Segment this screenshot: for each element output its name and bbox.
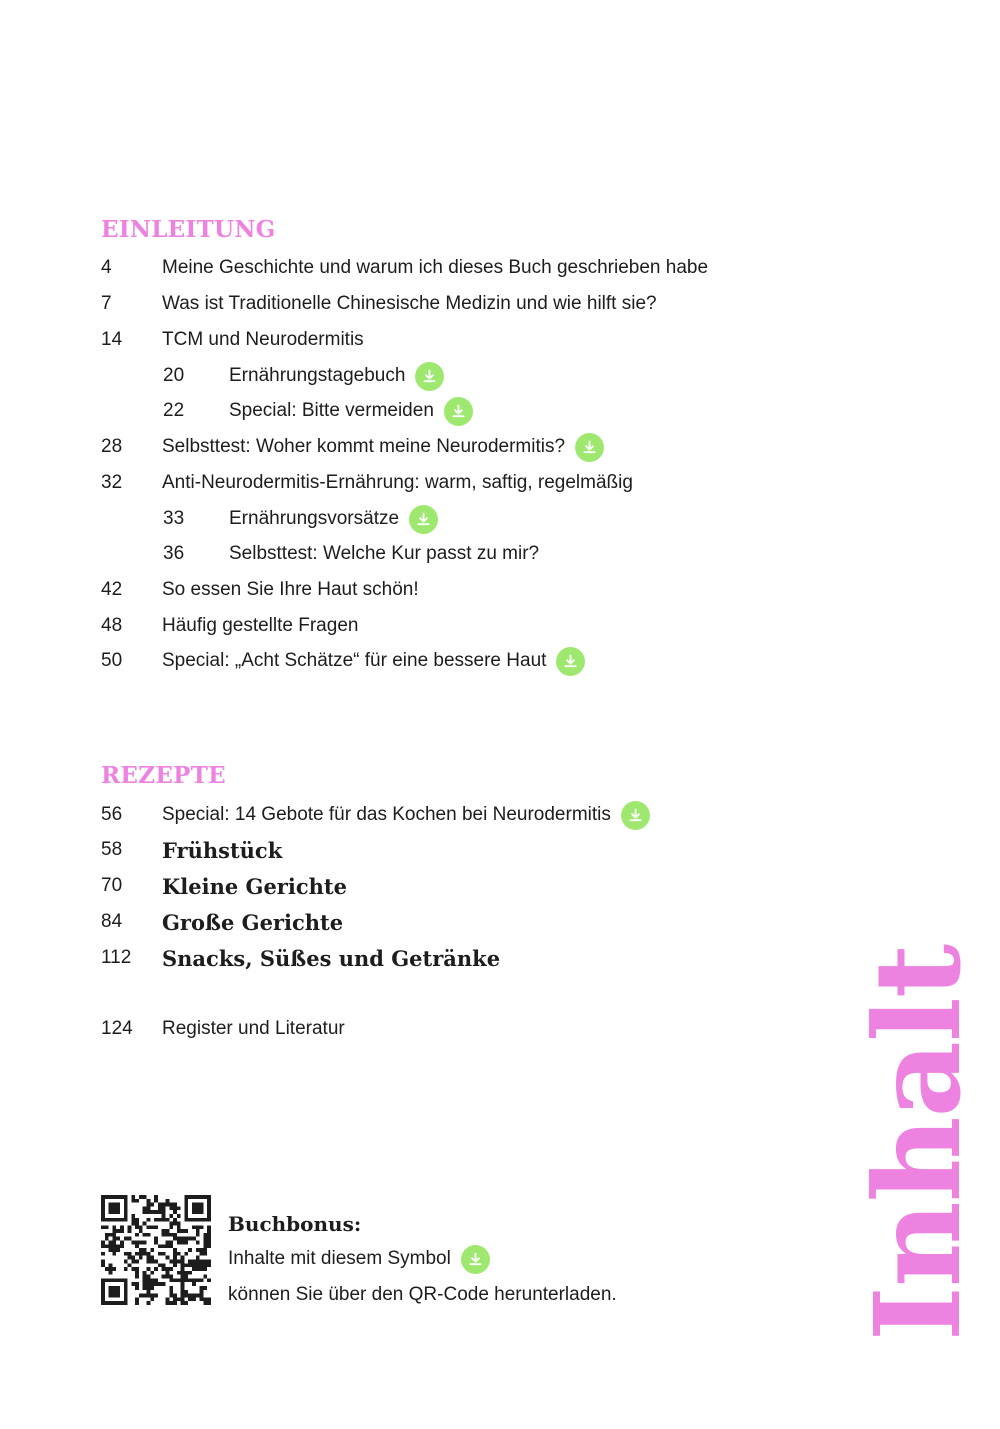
toc-entry[interactable] [163, 539, 539, 569]
page-number: 70 [101, 875, 123, 896]
page-number: 48 [101, 615, 123, 636]
section-heading-recipes: REZEPTE [101, 762, 227, 789]
entry-title: TCM und Neurodermitis [162, 329, 364, 350]
entry-title: Register und Literatur [162, 1018, 345, 1039]
toc-entry[interactable] [101, 289, 657, 319]
page-number: 112 [101, 947, 132, 968]
page-number: 28 [101, 436, 123, 457]
bonus-title: Buchbonus: [228, 1212, 362, 1236]
page-number: 84 [101, 911, 123, 932]
toc-entry[interactable] [101, 871, 347, 901]
toc-entry[interactable] [101, 325, 364, 355]
download-icon [461, 1245, 490, 1274]
entry-title: Special: „Acht Schätze“ für eine bessere Haut [162, 650, 547, 671]
entry-title: Selbsttest: Welche Kur passt zu mir? [229, 543, 540, 564]
entry-title: Frühstück [162, 837, 283, 863]
download-icon [444, 397, 473, 426]
toc-entry[interactable] [101, 253, 708, 283]
entry-title: Special: Bitte vermeiden [229, 400, 434, 421]
entry-title: Große Gerichte [162, 909, 344, 935]
bonus-line-1-text: Inhalte mit diesem Symbol [228, 1248, 451, 1269]
download-icon [575, 433, 604, 462]
bonus-line-1 [228, 1244, 490, 1274]
toc-entry[interactable] [101, 468, 633, 498]
toc-entry[interactable] [101, 835, 282, 865]
entry-title: Selbsttest: Woher kommt meine Neurodermitis? [162, 436, 566, 457]
toc-entry[interactable] [101, 646, 585, 676]
page-number: 32 [101, 472, 123, 493]
entry-title: Anti-Neurodermitis-Ernährung: warm, saftig, regelmäßig [162, 472, 633, 493]
page-number: 20 [163, 365, 185, 386]
download-icon [556, 647, 585, 676]
toc-entry[interactable] [101, 907, 343, 937]
download-icon [409, 505, 438, 534]
entry-title: Ernährungstagebuch [229, 365, 406, 386]
entry-title: Snacks, Süßes und Getränke [162, 945, 501, 971]
entry-title: Meine Geschichte und warum ich dieses Buch geschrieben habe [162, 257, 709, 278]
page-number: 124 [101, 1018, 133, 1039]
bonus-line-2: können Sie über den QR-Code herunterladen. [228, 1284, 617, 1305]
page-number: 7 [101, 293, 112, 314]
toc-entry[interactable] [101, 1014, 345, 1044]
toc-entry[interactable] [101, 611, 358, 641]
page-number: 58 [101, 839, 123, 860]
page-number: 56 [101, 804, 123, 825]
page-number: 4 [101, 257, 112, 278]
entry-title: Was ist Traditionelle Chinesische Medizin und wie hilft sie? [162, 293, 657, 314]
page-number: 36 [163, 543, 185, 564]
download-icon [415, 362, 444, 391]
page-number: 22 [163, 400, 185, 421]
page-number: 33 [163, 508, 185, 529]
toc-entry[interactable] [163, 361, 444, 391]
toc-entry[interactable] [101, 575, 419, 605]
qr-code[interactable] [101, 1195, 211, 1305]
entry-title: So essen Sie Ihre Haut schön! [162, 579, 419, 600]
entry-title: Special: 14 Gebote für das Kochen bei Neurodermitis [162, 804, 611, 825]
entry-title: Häufig gestellte Fragen [162, 615, 359, 636]
download-icon [621, 801, 650, 830]
entry-title: Ernährungsvorsätze [229, 508, 400, 529]
entry-title: Kleine Gerichte [162, 873, 347, 899]
toc-entry[interactable] [101, 943, 500, 973]
side-title: Inhalt [848, 944, 987, 1342]
section-heading-intro: EINLEITUNG [101, 216, 276, 243]
toc-entry[interactable] [163, 396, 473, 426]
page-number: 14 [101, 329, 123, 350]
page-number: 50 [101, 650, 123, 671]
toc-entry[interactable] [163, 504, 438, 534]
toc-entry[interactable] [101, 800, 650, 830]
page-number: 42 [101, 579, 123, 600]
toc-entry[interactable] [101, 432, 604, 462]
